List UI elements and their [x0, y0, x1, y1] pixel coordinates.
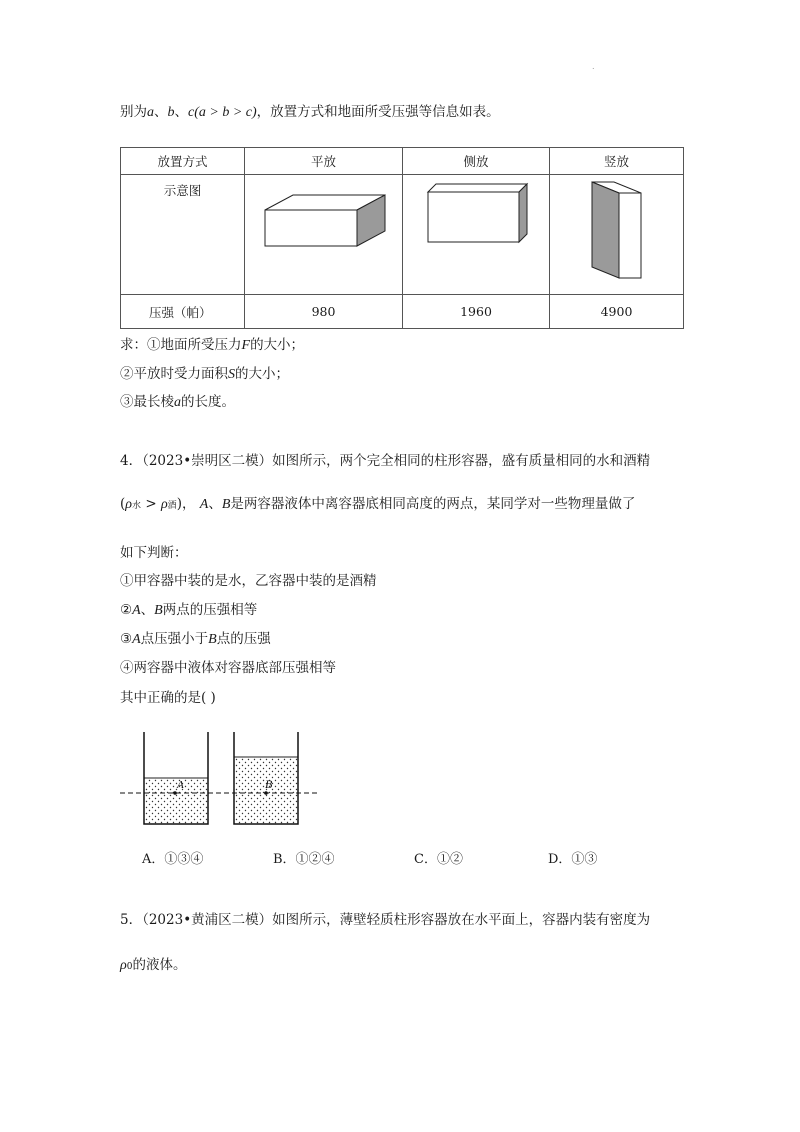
var-a: A — [199, 497, 209, 512]
var-a: A — [132, 632, 141, 647]
var-b: b — [167, 105, 175, 120]
q4-statement-2 — [120, 598, 257, 619]
text: ② — [120, 602, 133, 618]
q4-statement-4: ④两容器中液体对容器底部压强相等 — [120, 660, 336, 676]
text: ， — [181, 496, 196, 512]
q3-intro — [120, 100, 500, 121]
var-a: A — [132, 603, 141, 618]
q4-line-1: 4．（2023•崇明区二模）如图所示，两个完全相同的柱形容器，盛有质量相同的水和酒精 — [120, 453, 651, 469]
liquid-left — [144, 778, 208, 824]
var-b: B — [208, 632, 217, 647]
option-c[interactable]: C．①② — [414, 852, 463, 867]
table-header: 竖放 — [550, 148, 684, 175]
q4-statement-1: ①甲容器中装的是水，乙容器中装的是酒精 — [120, 573, 377, 589]
text: 的大小； — [250, 337, 305, 353]
side-brick-figure — [403, 175, 549, 291]
table-header: 侧放 — [403, 148, 550, 175]
text: 是两容器液体中离容器底相同高度的两点，某同学对一些物理量做了 — [230, 496, 636, 512]
q3-ask-3 — [120, 390, 235, 411]
q4-line-2 — [120, 492, 635, 513]
rho: ρ — [160, 497, 168, 512]
upright-brick-figure — [550, 175, 683, 291]
q3-ask-2 — [120, 362, 289, 383]
paren: ) — [176, 496, 182, 512]
table-header: 平放 — [245, 148, 403, 175]
var-a: a — [174, 395, 181, 410]
upright-brick-cell — [550, 175, 684, 295]
q3-intro-prefix: 别为 — [120, 104, 147, 120]
point-a — [173, 791, 177, 795]
text: 的大小； — [235, 366, 289, 382]
q3-ask-1 — [120, 333, 304, 354]
rho-sub: 水 — [132, 501, 142, 511]
option-b[interactable]: B．①②④ — [273, 852, 335, 867]
option-a[interactable]: A．①③④ — [142, 852, 204, 867]
answer-blank: ( ) — [201, 690, 216, 706]
flat-brick-figure — [245, 175, 402, 291]
text: ②平放时受力面积 — [120, 366, 228, 382]
sep: 、 — [208, 496, 222, 512]
pressure-label: 压强（帕） — [121, 295, 245, 329]
paren: ( — [120, 496, 126, 512]
text: ③ — [120, 631, 133, 647]
text: 求：①地面所受压力 — [120, 337, 242, 353]
text: 点的压强 — [216, 631, 271, 647]
var-b: B — [221, 497, 231, 512]
point-b-label: B — [265, 777, 273, 791]
rho-sub: 0 — [126, 962, 133, 972]
rho: ρ — [120, 958, 127, 973]
q5-line-2 — [120, 953, 186, 974]
sep: 、 — [174, 104, 188, 120]
text: 的长度。 — [181, 394, 235, 410]
pressure-value: 1960 — [403, 295, 550, 329]
placement-table — [120, 147, 684, 329]
text: ③最长棱 — [120, 394, 174, 410]
flat-brick-cell — [245, 175, 403, 295]
diagram-label: 示意图 — [121, 175, 245, 295]
var-f: F — [241, 338, 251, 353]
corner-mark: . — [592, 62, 595, 71]
text: 两点的压强相等 — [162, 602, 258, 618]
q4-which — [120, 686, 216, 706]
point-b — [264, 791, 268, 795]
q4-statement-3 — [120, 627, 271, 648]
sep: 、 — [140, 602, 155, 618]
option-d[interactable]: D．①③ — [548, 852, 598, 867]
pressure-value: 980 — [245, 295, 403, 329]
q4-line-3: 如下判断： — [120, 545, 188, 561]
side-brick-cell — [403, 175, 550, 295]
var-b: B — [154, 603, 163, 618]
rho-sub: 酒 — [167, 501, 177, 511]
q3-intro-suffix: ，放置方式和地面所受压强等信息如表。 — [256, 104, 500, 120]
var-c-expr: c(a > b > c) — [188, 105, 257, 120]
text: 其中正确的是 — [120, 690, 201, 706]
text: 点压强小于 — [140, 631, 209, 647]
rho: ρ — [125, 497, 133, 512]
q5-line-1: 5．（2023•黄浦区二模）如图所示，薄壁轻质柱形容器放在水平面上，容器内装有密度为 — [120, 912, 651, 928]
point-a-label: A — [177, 779, 184, 791]
pressure-value: 4900 — [550, 295, 684, 329]
var-a: a — [147, 105, 154, 120]
var-s: S — [228, 367, 235, 382]
sep: 、 — [154, 104, 168, 120]
text: 的液体。 — [132, 957, 187, 973]
gt-sign: > — [145, 496, 157, 512]
containers-figure — [115, 728, 330, 828]
table-header: 放置方式 — [121, 148, 245, 175]
